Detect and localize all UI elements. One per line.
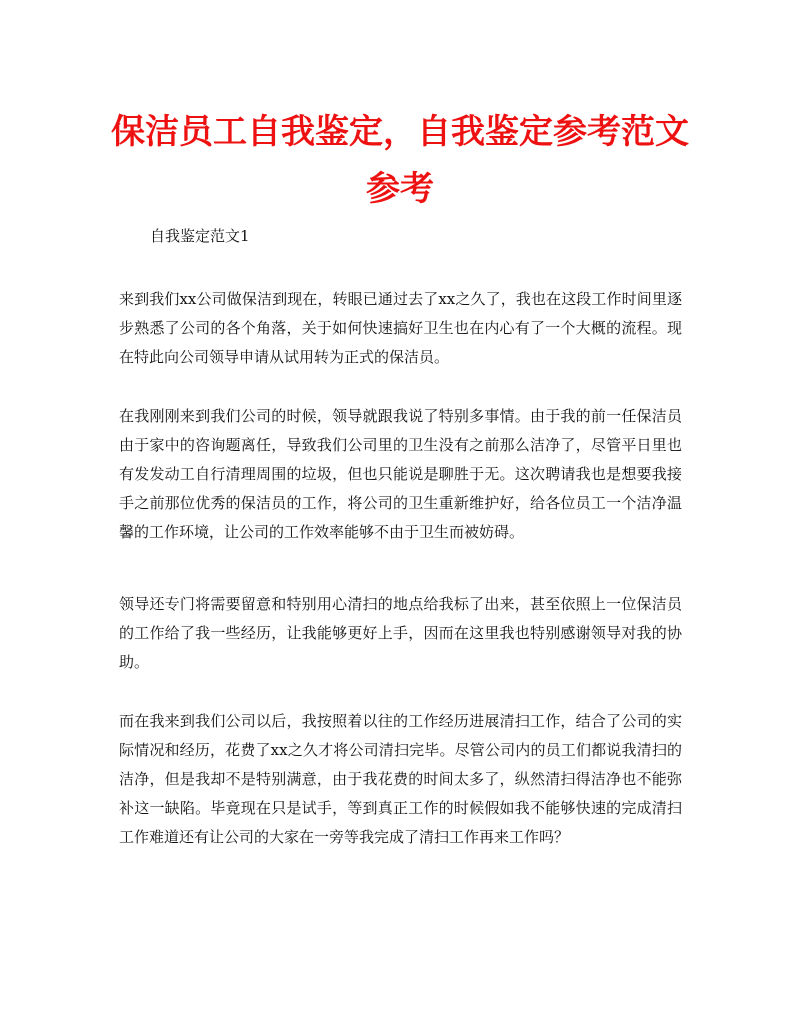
paragraph-4: 而在我来到我们公司以后，我按照着以往的工作经历进展清扫工作，结合了公司的实际情况和经历，花费了xx之久才将公司清扫完毕。尽管公司内的员工们都说我清扫的洁净，但是我却不是特别满意，由于我花费的时间太多了，纵然清扫得洁净也不能弥补这一缺陷。毕竟现在只是试手，等到真正工作的时候假如我不能够快速的完成清扫工作难道还有让公司的大家在一旁等我完成了清扫工作再来工作吗？ (119, 712, 682, 846)
paragraph-3: 领导还专门将需要留意和特别用心清扫的地点给我标了出来，甚至依照上一位保洁员的工作给了我一些经历，让我能够更好上手，因而在这里我也特别感谢领导对我的协助。 (119, 595, 682, 671)
document-title: 保洁员工自我鉴定，自我鉴定参考范文参考 (111, 112, 689, 209)
paragraph-1: 来到我们xx公司做保洁到现在，转眼已通过去了xx之久了，我也在这段工作时间里逐步熟悉了公司的各个角落，关于如何快速搞好卫生也在内心有了一个大概的流程。现在特此向公司领导申请从试用转为正式的保洁员。 (119, 290, 682, 366)
paragraph-2: 在我刚刚来到我们公司的时候，领导就跟我说了特别多事情。由于我的前一任保洁员由于家中的咨询题离任，导致我们公司里的卫生没有之前那么洁净了，尽管平日里也有发发动工自行清理周围的垃圾，但也只能说是聊胜于无。这次聘请我也是想要我接手之前那位优秀的保洁员的工作，将公司的卫生重新维护好，给各位员工一个洁净温馨的工作环境，让公司的工作效率能够不由于卫生而被妨碍。 (119, 407, 682, 541)
section-heading: 自我鉴定范文1 (150, 227, 250, 245)
